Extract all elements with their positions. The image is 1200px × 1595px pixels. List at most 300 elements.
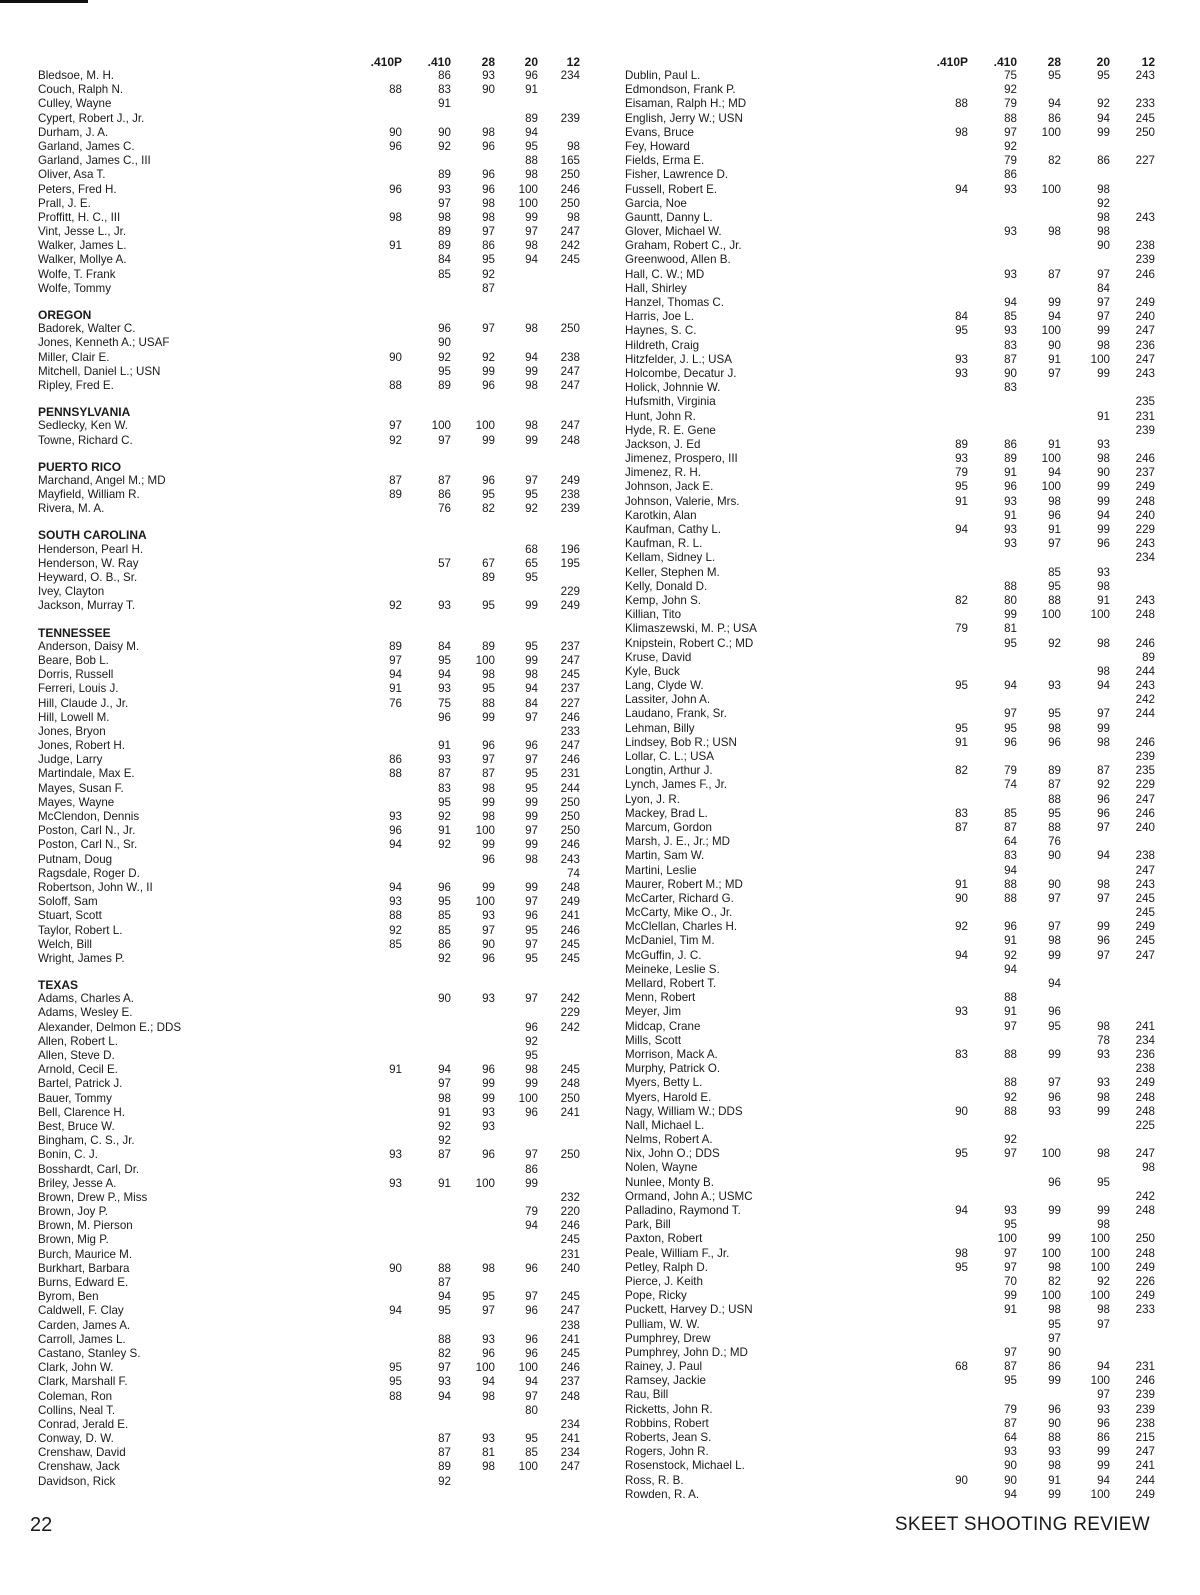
score-cell: 87 [1004,352,1017,366]
score-cell: 99 [482,880,495,894]
score-cell: 246 [1135,806,1155,820]
score-cell: 245 [560,951,580,965]
shooter-name: Pope, Ricky [625,1289,687,1303]
shooter-name: Mayes, Susan F. [38,781,124,795]
score-cell: 238 [1135,239,1155,253]
score-cell: 96 [525,1105,538,1119]
shooter-row [38,1276,593,1290]
score-cell: 99 [525,810,538,823]
score-cell: 91 [1004,1005,1017,1019]
score-cell: 249 [1135,1076,1155,1090]
score-cell: 96 [389,182,402,196]
shooter-row [625,97,1160,111]
score-cell: 250 [560,196,580,210]
score-cell: 100 [518,1091,538,1105]
score-cell: 100 [1041,324,1061,338]
score-cell: 98 [1048,1459,1061,1473]
score-cell: 95 [955,679,968,693]
score-cell: 96 [525,1304,538,1318]
score-cell: 97 [482,225,495,239]
score-cell: 242 [560,1020,580,1034]
shooter-row [38,867,593,881]
score-cell: 250 [1135,1232,1155,1246]
score-cell: 99 [525,880,538,894]
shooter-row [625,452,1160,466]
score-cell: 86 [389,753,402,767]
score-cell: 96 [525,1020,538,1034]
score-cell: 82 [438,1346,451,1360]
score-cell: 247 [560,364,580,378]
score-cell: 246 [560,1219,580,1233]
shooter-row [38,1063,593,1077]
score-cell: 95 [955,480,968,494]
score-cell: 98 [1097,1218,1110,1232]
shooter-name: Nunlee, Monty B. [625,1175,714,1189]
score-cell: 97 [438,433,451,447]
score-cell: 94 [525,253,538,267]
shooter-row [625,1048,1160,1062]
score-cell: 98 [1097,225,1110,239]
score-cell: 64 [1004,1431,1017,1444]
score-cell: 93 [1097,1402,1110,1416]
shooter-row [38,640,593,654]
score-cell: 100 [518,182,538,196]
score-cell: 68 [525,542,538,556]
shooter-name: Pulliam, W. W. [625,1317,700,1331]
score-cell: 88 [1048,593,1061,607]
score-cell: 98 [482,1460,495,1474]
score-cell: 91 [1004,508,1017,522]
shooter-name: Bledsoe, M. H. [38,69,115,82]
shooter-name: McClellan, Charles H. [625,920,738,934]
shooter-name: Arnold, Cecil E. [38,1063,118,1077]
score-cell: 95 [525,781,538,795]
score-cell: 89 [482,571,495,584]
shooter-row [38,739,593,753]
score-cell: 234 [560,69,580,82]
score-cell: 100 [475,419,495,433]
shooter-row [38,1219,593,1233]
shooter-name: Ramsey, Jackie [625,1374,706,1388]
shooter-name: Fey, Howard [625,139,690,153]
score-cell: 94 [1048,466,1061,480]
score-cell: 238 [1135,849,1155,863]
shooter-name: Rogers, John R. [625,1445,709,1459]
shooter-name: Putnam, Doug [38,852,113,866]
shooter-name: Ivey, Clayton [38,585,105,599]
score-cell: 215 [1135,1431,1155,1444]
shooter-name: Garland, James C. [38,139,135,153]
score-cell: 97 [1097,707,1110,721]
shooter-row [625,1403,1160,1417]
score-cell: 100 [997,1232,1017,1246]
shooter-row [625,310,1160,324]
shooter-name: Caldwell, F. Clay [38,1304,124,1318]
score-cell: 99 [1004,1289,1017,1303]
score-cell: 93 [1004,267,1017,281]
score-cell: 86 [525,1162,538,1176]
shooter-name: Welch, Bill [38,937,92,951]
shooter-row [625,1318,1160,1332]
score-cell: 88 [438,1332,451,1346]
score-cell: 98 [1142,1161,1155,1175]
state-heading: TENNESSEE [38,625,111,640]
shooter-row [625,324,1160,338]
shooter-name: Peale, William F., Jr. [625,1246,730,1260]
score-cell: 89 [1142,650,1155,664]
shooter-name: Crenshaw, David [38,1446,126,1460]
shooter-row [625,1204,1160,1218]
score-cell: 92 [389,433,402,447]
score-cell: 246 [560,710,580,724]
score-cell: 246 [560,1361,580,1375]
score-cell: 93 [389,1176,402,1190]
score-cell: 95 [482,253,495,267]
shooter-row [625,977,1160,991]
score-cell: 247 [560,378,580,392]
score-cell: 98 [525,168,538,182]
score-cell: 96 [482,473,495,487]
score-cell: 96 [482,1063,495,1077]
score-cell: 247 [1135,352,1155,366]
shooter-name: Johnson, Valerie, Mrs. [625,494,740,508]
shooter-row [38,881,593,895]
score-cell: 93 [1048,1104,1061,1118]
score-cell: 99 [482,364,495,378]
shooter-row [625,296,1160,310]
shooter-row [38,140,593,154]
score-cell: 90 [482,83,495,97]
shooter-row [38,282,593,296]
score-cell: 85 [1004,310,1017,324]
shooter-name: Conway, D. W. [38,1432,114,1446]
shooter-row [625,1190,1160,1204]
shooter-row [38,824,593,838]
score-cell: 95 [438,653,451,667]
score-cell: 97 [1097,267,1110,281]
score-cell: 93 [1004,225,1017,239]
score-cell: 245 [560,937,580,951]
score-cell: 88 [438,1261,451,1275]
score-cell: 93 [1004,537,1017,551]
shooter-name: Marcum, Gordon [625,820,712,834]
score-cell: 233 [1135,1303,1155,1317]
score-cell: 76 [438,502,451,516]
score-cell: 98 [482,196,495,210]
score-cell: 95 [1048,1317,1061,1331]
shooter-name: Allen, Steve D. [38,1049,115,1062]
score-cell: 100 [518,1460,538,1474]
score-cell: 229 [560,585,580,599]
score-cell: 248 [1135,1204,1155,1217]
score-cell: 94 [1097,1360,1110,1374]
left-list [38,69,593,1489]
shooter-row [625,495,1160,509]
score-cell: 88 [389,909,402,923]
score-cell: 86 [1097,1431,1110,1444]
shooter-name: Oliver, Asa T. [38,168,106,182]
score-cell: 196 [560,542,580,556]
shooter-row [625,707,1160,721]
shooter-row [625,864,1160,878]
score-cell: 96 [525,739,538,753]
score-cell: 99 [1048,1487,1061,1501]
score-cell: 100 [1090,1289,1110,1303]
shooter-name: Mitchell, Daniel L.; USN [38,364,161,378]
score-cell: 96 [482,852,495,866]
score-cell: 88 [955,97,968,111]
score-cell: 95 [525,488,538,502]
score-cell: 99 [1097,480,1110,494]
shooter-row [38,992,593,1006]
shooter-name: Mills, Scott [625,1033,682,1047]
score-cell: 97 [1048,537,1061,551]
score-cell: 98 [1097,735,1110,749]
score-cell: 94 [438,668,451,682]
score-cell: 88 [1004,1076,1017,1090]
score-cell: 92 [438,1119,451,1133]
score-cell: 95 [1097,69,1110,82]
shooter-name: Brown, Joy P. [38,1205,109,1219]
score-cell: 94 [1048,977,1061,990]
score-cell: 87 [1004,1360,1017,1374]
score-cell: 99 [525,210,538,224]
score-cell: 93 [955,452,968,466]
shooter-name: McCarter, Richard G. [625,891,734,905]
score-cell: 95 [1004,636,1017,650]
shooter-row [625,1232,1160,1246]
score-cell: 89 [438,225,451,239]
score-cell: 98 [525,668,538,682]
shooter-row [625,1289,1160,1303]
score-cell: 97 [1048,920,1061,934]
score-cell: 93 [482,1119,495,1133]
score-cell: 93 [438,599,451,613]
shooter-name: Roberts, Jean S. [625,1431,712,1444]
shooter-row [625,339,1160,353]
shooter-name: Lindsey, Bob R.; USN [625,735,737,749]
score-cell: 79 [1004,154,1017,168]
shooter-row [625,168,1160,182]
score-cell: 95 [1048,806,1061,820]
shooter-row [38,725,593,739]
shooter-row [625,1431,1160,1445]
score-cell: 234 [560,1417,580,1431]
score-cell: 98 [1048,1303,1061,1317]
shooter-name: Puckett, Harvey D.; USN [625,1303,753,1317]
score-cell: 98 [482,810,495,823]
score-cell: 89 [438,378,451,392]
score-cell: 100 [1090,1232,1110,1246]
score-cell: 98 [482,1261,495,1275]
score-cell: 87 [438,1446,451,1460]
score-cell: 237 [560,1375,580,1389]
score-cell: 97 [438,196,451,210]
score-cell: 96 [1048,1402,1061,1416]
score-cell: 87 [389,473,402,487]
shooter-name: Judge, Larry [38,753,103,767]
shooter-row [625,892,1160,906]
score-cell: 245 [560,1346,580,1360]
score-cell: 95 [955,324,968,338]
score-cell: 95 [1048,69,1061,82]
shooter-row [625,253,1160,267]
score-cell: 229 [560,1006,580,1020]
score-cell: 89 [1048,764,1061,778]
score-cell: 91 [1097,593,1110,607]
shooter-name: Jackson, J. Ed [625,437,701,451]
score-cell: 88 [389,767,402,781]
shooter-name: Carden, James A. [38,1318,131,1332]
score-cell: 98 [1048,1260,1061,1274]
shooter-name: Ormand, John A.; USMC [625,1189,753,1203]
score-cell: 98 [482,668,495,682]
score-cell: 249 [1135,920,1155,934]
score-cell: 87 [438,1148,451,1162]
score-cell: 90 [482,937,495,951]
score-cell: 67 [482,556,495,570]
score-cell: 243 [1135,69,1155,82]
score-cell: 98 [1097,877,1110,891]
shooter-row [625,239,1160,253]
shooter-name: Holick, Johnnie W. [625,381,721,395]
shooter-row [625,1388,1160,1402]
shooter-row [625,608,1160,622]
score-cell: 95 [525,139,538,153]
score-cell: 89 [438,239,451,253]
score-cell: 246 [560,753,580,767]
score-cell: 245 [560,1063,580,1077]
shooter-name: Kemp, John S. [625,593,702,607]
score-cell: 65 [525,556,538,570]
shooter-name: Pierce, J. Keith [625,1274,703,1288]
score-cell: 83 [1004,338,1017,352]
score-cell: 93 [1097,1047,1110,1061]
shooter-name: Eisaman, Ralph H.; MD [625,97,747,111]
shooter-row [625,807,1160,821]
shooter-row [38,1148,593,1162]
score-cell: 97 [1097,1317,1110,1331]
score-cell: 94 [525,1375,538,1389]
score-cell: 232 [560,1190,580,1204]
score-cell: 94 [955,523,968,536]
score-cell: 98 [567,210,580,224]
score-cell: 99 [482,710,495,724]
shooter-name: Johnson, Jack E. [625,480,714,494]
score-cell: 88 [1048,1431,1061,1444]
score-cell: 96 [438,880,451,894]
score-cell: 99 [1097,721,1110,735]
score-cell: 89 [482,639,495,653]
shooter-name: Hitzfelder, J. L.; USA [625,352,732,366]
score-cell: 97 [1004,1246,1017,1260]
score-cell: 243 [1135,537,1155,551]
score-cell: 248 [560,880,580,894]
shooter-name: Robbins, Robert [625,1416,709,1430]
shooter-row [38,83,593,97]
score-cell: 250 [560,322,580,336]
score-cell: 245 [1135,934,1155,948]
shooter-name: Durham, J. A. [38,125,109,139]
score-cell: 97 [525,992,538,1006]
score-cell: 90 [438,992,451,1006]
shooter-row [38,1432,593,1446]
score-cell: 99 [1097,1104,1110,1118]
score-cell: 96 [1097,792,1110,806]
score-cell: 98 [525,239,538,253]
score-cell: 88 [1048,820,1061,834]
score-cell: 92 [389,599,402,613]
score-cell: 99 [525,364,538,378]
header-28: 28 [481,55,495,69]
state-heading: PUERTO RICO [38,459,122,474]
score-cell: 93 [482,1105,495,1119]
score-cell: 70 [1004,1274,1017,1288]
score-cell: 242 [560,239,580,253]
score-cell: 92 [1048,636,1061,650]
score-cell: 95 [438,364,451,378]
shooter-row [625,126,1160,140]
score-cell: 80 [1004,593,1017,607]
score-cell: 97 [525,1389,538,1403]
shooter-name: Garcia, Noe [625,196,687,210]
shooter-name: Lassiter, John A. [625,693,711,707]
score-cell: 98 [1097,182,1110,196]
shooter-name: Collins, Neal T. [38,1403,116,1417]
score-cell: 95 [955,1260,968,1274]
shooter-name: Rosenstock, Michael L. [625,1459,745,1473]
score-cell: 226 [1135,1274,1155,1288]
score-cell: 97 [1097,310,1110,324]
header-410: .410 [993,55,1017,69]
score-cell: 93 [955,1005,968,1019]
score-cell: 229 [1135,523,1155,536]
shooter-row [38,1475,593,1489]
shooter-name: Marchand, Angel M.; MD [38,473,166,487]
score-cell: 247 [1135,324,1155,338]
shooter-row [38,924,593,938]
score-cell: 92 [1097,1274,1110,1288]
score-cell: 92 [438,810,451,823]
shooter-row [625,1360,1160,1374]
shooter-row [625,566,1160,580]
shooter-row [625,1005,1160,1019]
shooter-row [625,438,1160,452]
score-cell: 99 [1048,948,1061,962]
state-heading: PENNSYLVANIA [38,405,131,420]
score-cell: 91 [955,877,968,891]
shooter-row [38,838,593,852]
shooter-name: Hall, C. W.; MD [625,267,705,281]
score-cell: 97 [1004,1345,1017,1359]
shooter-name: McClendon, Dennis [38,810,140,823]
shooter-row [38,1120,593,1134]
shooter-row [38,1347,593,1361]
shooter-name: Ripley, Fred E. [38,378,114,392]
shooter-name: Hanzel, Thomas C. [625,296,725,309]
score-cell: 97 [1004,707,1017,721]
state-heading: OREGON [38,308,92,322]
score-cell: 100 [475,1176,495,1190]
score-cell: 94 [1097,508,1110,522]
shooter-row [625,764,1160,778]
shooter-name: Karotkin, Alan [625,508,697,522]
shooter-name: Nagy, William W.; DDS [625,1104,743,1118]
score-cell: 99 [525,838,538,852]
shooter-name: Adams, Wesley E. [38,1006,133,1020]
score-cell: 82 [482,502,495,516]
score-cell: 227 [1135,154,1155,168]
